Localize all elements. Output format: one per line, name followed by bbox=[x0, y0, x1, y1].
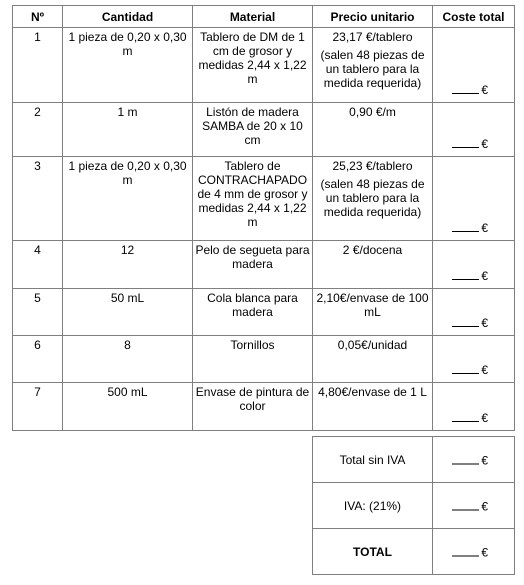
iva-label: IVA: (21%) bbox=[313, 483, 433, 529]
row-precio-value: 2 €/docena bbox=[342, 243, 403, 257]
table-row bbox=[13, 103, 515, 157]
row-coste-currency: € bbox=[481, 83, 488, 97]
row-cantidad: 8 bbox=[63, 336, 193, 383]
row-cantidad: 50 mL bbox=[63, 289, 193, 336]
row-coste-currency: € bbox=[481, 411, 488, 425]
row-precio bbox=[313, 383, 433, 431]
row-precio-value: 2,10€/envase de 100 mL bbox=[316, 291, 429, 319]
materials-table bbox=[12, 5, 515, 431]
row-cantidad: 1 pieza de 0,20 x 0,30 m bbox=[63, 157, 193, 241]
cost-blank[interactable] bbox=[452, 498, 479, 510]
totals-table bbox=[312, 436, 515, 575]
row-coste-currency: € bbox=[481, 221, 488, 235]
row-cantidad: 1 m bbox=[63, 103, 193, 157]
totals-row-total bbox=[313, 529, 515, 575]
row-material: Pelo de segueta para madera bbox=[193, 241, 313, 289]
cost-blank[interactable] bbox=[452, 136, 479, 148]
row-precio bbox=[313, 28, 433, 103]
total-sin-iva-label: Total sin IVA bbox=[313, 437, 433, 483]
row-material: Tablero de CONTRACHAPADO de 4 mm de grosor y medidas 2,44 x 1,22 m bbox=[193, 157, 313, 241]
cost-blank[interactable] bbox=[452, 220, 479, 232]
total-value bbox=[433, 529, 515, 575]
row-coste-currency: € bbox=[481, 269, 488, 283]
table-row bbox=[13, 289, 515, 336]
total-sin-iva-currency: € bbox=[481, 453, 488, 467]
total-currency: € bbox=[481, 545, 488, 559]
table-row bbox=[13, 157, 515, 241]
header-num: Nº bbox=[13, 6, 63, 28]
row-precio-note: (salen 48 piezas de un tablero para la medida requerida) bbox=[320, 177, 425, 219]
row-precio-value: 4,80€/envase de 1 L bbox=[318, 385, 427, 399]
cost-blank[interactable] bbox=[452, 362, 479, 374]
row-coste bbox=[433, 157, 515, 241]
row-coste bbox=[433, 103, 515, 157]
totals-row-sin-iva bbox=[313, 437, 515, 483]
iva-currency: € bbox=[481, 499, 488, 513]
total-label: TOTAL bbox=[313, 529, 433, 575]
row-material: Listón de madera SAMBA de 20 x 10 cm bbox=[193, 103, 313, 157]
row-coste bbox=[433, 241, 515, 289]
cost-blank[interactable] bbox=[452, 315, 479, 327]
row-precio bbox=[313, 336, 433, 383]
row-coste-currency: € bbox=[481, 363, 488, 377]
table-row bbox=[13, 336, 515, 383]
row-precio-value: 25,23 €/tablero bbox=[332, 159, 413, 173]
row-num: 7 bbox=[13, 383, 63, 431]
row-precio bbox=[313, 103, 433, 157]
cost-blank[interactable] bbox=[452, 82, 479, 94]
row-material: Cola blanca para madera bbox=[193, 289, 313, 336]
iva-value bbox=[433, 483, 515, 529]
row-precio bbox=[313, 241, 433, 289]
header-precio: Precio unitario bbox=[313, 6, 433, 28]
row-precio-value: 0,90 €/m bbox=[349, 105, 396, 119]
row-precio bbox=[313, 157, 433, 241]
row-material: Tornillos bbox=[193, 336, 313, 383]
row-cantidad: 500 mL bbox=[63, 383, 193, 431]
table-row bbox=[13, 383, 515, 431]
header-coste: Coste total bbox=[433, 6, 515, 28]
row-material: Tablero de DM de 1 cm de grosor y medidas 2,44 x 1,22 m bbox=[193, 28, 313, 103]
cost-blank[interactable] bbox=[452, 452, 479, 464]
row-precio bbox=[313, 289, 433, 336]
totals-row-iva bbox=[313, 483, 515, 529]
row-coste bbox=[433, 383, 515, 431]
table-row bbox=[13, 241, 515, 289]
row-coste-currency: € bbox=[481, 137, 488, 151]
row-coste-currency: € bbox=[481, 316, 488, 330]
row-num: 5 bbox=[13, 289, 63, 336]
row-precio-value: 23,17 €/tablero bbox=[332, 30, 413, 44]
row-coste bbox=[433, 336, 515, 383]
cost-blank[interactable] bbox=[452, 544, 479, 556]
row-precio-value: 0,05€/unidad bbox=[337, 338, 408, 352]
cost-blank[interactable] bbox=[452, 410, 479, 422]
row-num: 3 bbox=[13, 157, 63, 241]
row-num: 1 bbox=[13, 28, 63, 103]
row-material: Envase de pintura de color bbox=[193, 383, 313, 431]
total-sin-iva-value bbox=[433, 437, 515, 483]
row-num: 4 bbox=[13, 241, 63, 289]
cost-blank[interactable] bbox=[452, 268, 479, 280]
row-coste bbox=[433, 289, 515, 336]
row-cantidad: 1 pieza de 0,20 x 0,30 m bbox=[63, 28, 193, 103]
row-coste bbox=[433, 28, 515, 103]
row-cantidad: 12 bbox=[63, 241, 193, 289]
header-material: Material bbox=[193, 6, 313, 28]
row-num: 2 bbox=[13, 103, 63, 157]
header-cantidad: Cantidad bbox=[63, 6, 193, 28]
header-row bbox=[13, 6, 515, 28]
row-precio-note: (salen 48 piezas de un tablero para la medida requerida) bbox=[320, 48, 425, 90]
table-row bbox=[13, 28, 515, 103]
row-num: 6 bbox=[13, 336, 63, 383]
